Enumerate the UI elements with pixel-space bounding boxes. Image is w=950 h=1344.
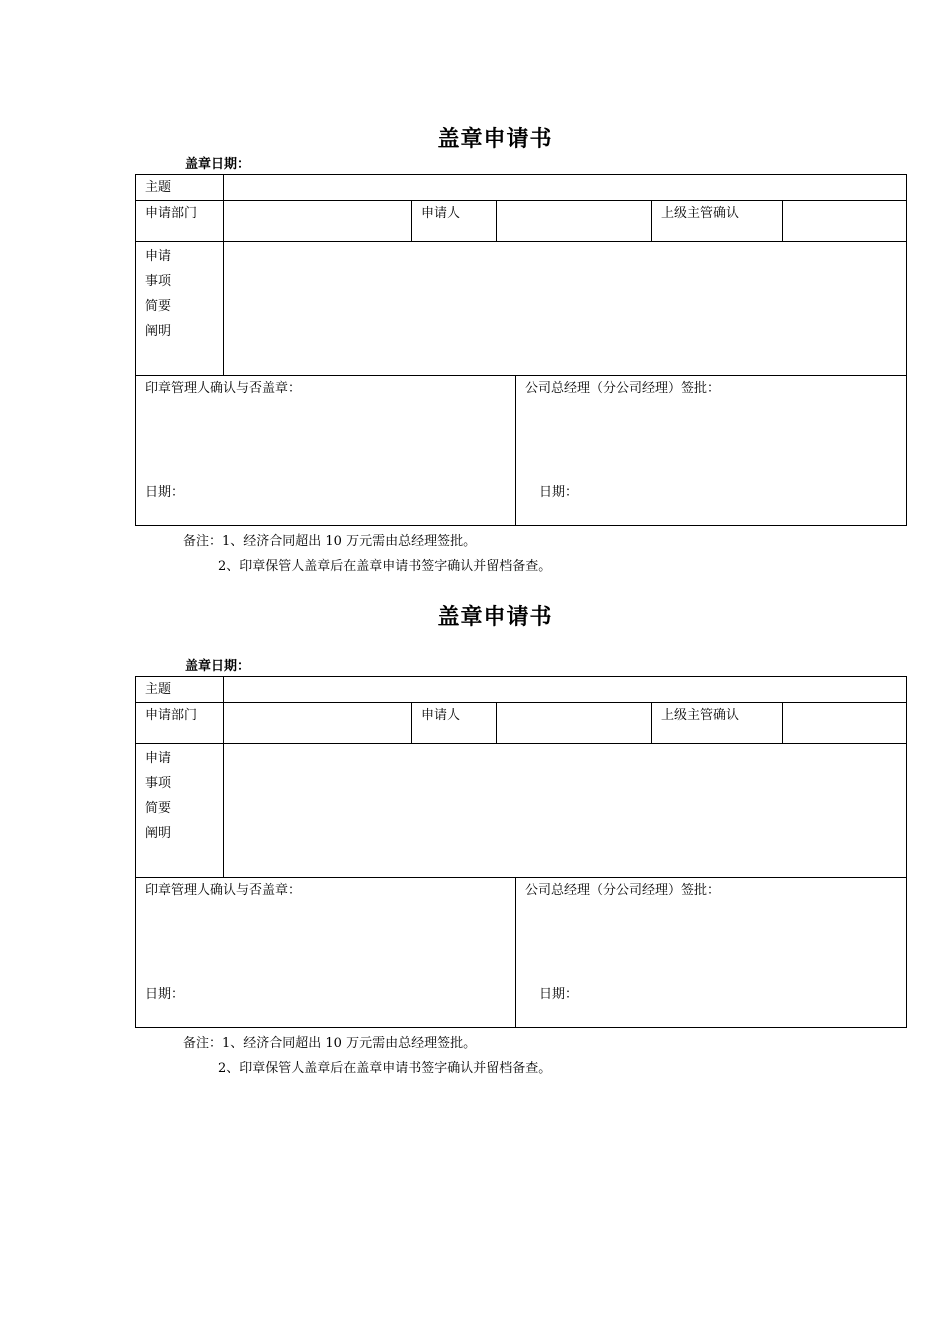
dept-field[interactable] (223, 702, 412, 744)
note-line-2: 2、印章保管人盖章后在盖章申请书签字确认并留档备查。 (218, 1061, 552, 1076)
applicant-field[interactable] (496, 702, 652, 744)
subject-label: 主题 (145, 180, 172, 195)
dept-label: 申请部门 (145, 206, 198, 221)
seal-admin-label: 印章管理人确认与否盖章： (145, 381, 302, 396)
applicant-label-cell (411, 200, 497, 242)
seal-date-label: 盖章日期： (185, 659, 251, 674)
supervisor-field[interactable] (782, 702, 907, 744)
supervisor-label: 上级主管确认 (661, 708, 740, 723)
subject-label-cell (135, 174, 224, 201)
brief-label-line: 阐明 (145, 826, 172, 841)
note-line-2: 2、印章保管人盖章后在盖章申请书签字确认并留档备查。 (218, 559, 552, 574)
note-line-1: 备注：1、经济合同超出 10 万元需由总经理签批。 (183, 1036, 477, 1051)
dept-label-cell (135, 702, 224, 744)
brief-label-line: 申请 (145, 751, 172, 766)
subject-label-cell (135, 676, 224, 703)
brief-label-cell (135, 743, 224, 878)
dept-field[interactable] (223, 200, 412, 242)
seal-admin-box[interactable] (135, 877, 516, 1028)
supervisor-label-cell (651, 200, 783, 242)
gm-approval-label: 公司总经理（分公司经理）签批： (525, 381, 721, 396)
applicant-label: 申请人 (421, 206, 461, 221)
left-date-label: 日期： (145, 987, 185, 1002)
subject-field[interactable] (223, 676, 907, 703)
gm-approval-label: 公司总经理（分公司经理）签批： (525, 883, 721, 898)
left-date-label: 日期： (145, 485, 185, 500)
applicant-label-cell (411, 702, 497, 744)
brief-label-line: 事项 (145, 274, 172, 289)
subject-label: 主题 (145, 682, 172, 697)
gm-approval-box[interactable] (515, 877, 907, 1028)
applicant-label: 申请人 (421, 708, 461, 723)
seal-date-label: 盖章日期： (185, 157, 251, 172)
brief-label-line: 简要 (145, 801, 172, 816)
brief-label-line: 申请 (145, 249, 172, 264)
form-title: 盖章申请书 (437, 605, 553, 630)
seal-admin-label: 印章管理人确认与否盖章： (145, 883, 302, 898)
supervisor-label-cell (651, 702, 783, 744)
note-line-1: 备注：1、经济合同超出 10 万元需由总经理签批。 (183, 534, 477, 549)
subject-field[interactable] (223, 174, 907, 201)
seal-admin-box[interactable] (135, 375, 516, 526)
form-title: 盖章申请书 (437, 127, 553, 152)
dept-label-cell (135, 200, 224, 242)
brief-label-line: 简要 (145, 299, 172, 314)
brief-label-cell (135, 241, 224, 376)
brief-label-line: 阐明 (145, 324, 172, 339)
gm-approval-box[interactable] (515, 375, 907, 526)
supervisor-label: 上级主管确认 (661, 206, 740, 221)
supervisor-field[interactable] (782, 200, 907, 242)
applicant-field[interactable] (496, 200, 652, 242)
right-date-label: 日期： (539, 987, 579, 1002)
brief-label-line: 事项 (145, 776, 172, 791)
brief-description-field[interactable] (223, 743, 907, 878)
dept-label: 申请部门 (145, 708, 198, 723)
brief-description-field[interactable] (223, 241, 907, 376)
right-date-label: 日期： (539, 485, 579, 500)
